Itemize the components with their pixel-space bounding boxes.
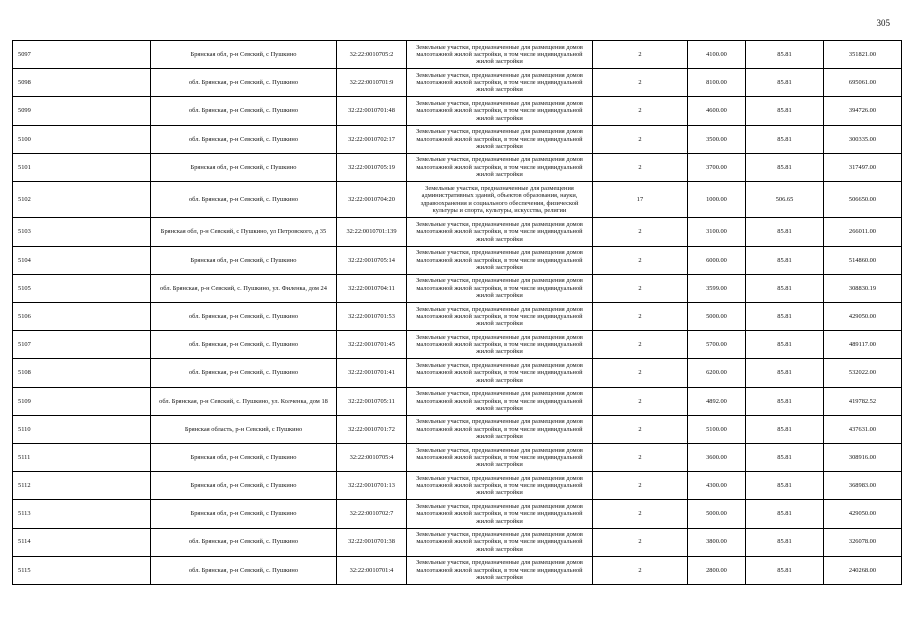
table-row	[13, 528, 902, 556]
cell-area: 4892.00	[688, 387, 746, 415]
cell-address: обл. Брянская, р-н Севский, с. Пушкино	[151, 69, 337, 97]
cell-address: Брянская обл, р-н Севский, с Пушкино	[151, 472, 337, 500]
table-row	[13, 331, 902, 359]
cell-group: 2	[593, 359, 688, 387]
cell-cadastral-number: 32:22:0010701:48	[337, 97, 407, 125]
cell-cadastral-number: 32:22:0010704:20	[337, 181, 407, 218]
cell-cadastral-value: 437631.00	[824, 415, 902, 443]
cell-cadastral-value: 351821.00	[824, 41, 902, 69]
cell-area: 2800.00	[688, 556, 746, 584]
cell-number: 5115	[13, 556, 151, 584]
cell-cadastral-number: 32:22:0010701:38	[337, 528, 407, 556]
cell-number: 5097	[13, 41, 151, 69]
cell-cadastral-value: 695061.00	[824, 69, 902, 97]
cell-group: 17	[593, 181, 688, 218]
cell-area: 5700.00	[688, 331, 746, 359]
cell-area: 3800.00	[688, 528, 746, 556]
cell-group: 2	[593, 69, 688, 97]
cell-number: 5114	[13, 528, 151, 556]
cell-land-purpose: Земельные участки, предназначенные для размещения домов малоэтажной жилой застройки, в том числе индивидуальной жилой застройки	[407, 274, 593, 302]
cell-specific-value: 85.81	[746, 331, 824, 359]
table-row	[13, 218, 902, 246]
cell-address: Брянская обл, р-н Севский, с Пушкино	[151, 153, 337, 181]
cell-land-purpose: Земельные участки, предназначенные для размещения домов малоэтажной жилой застройки, в том числе индивидуальной жилой застройки	[407, 41, 593, 69]
cell-address: Брянская обл, р-н Севский, с Пушкино, ул Петровского, д 35	[151, 218, 337, 246]
cell-number: 5112	[13, 472, 151, 500]
cell-group: 2	[593, 556, 688, 584]
cell-specific-value: 85.81	[746, 69, 824, 97]
cell-area: 8100.00	[688, 69, 746, 97]
cell-number: 5111	[13, 443, 151, 471]
cell-land-purpose: Земельные участки, предназначенные для размещения домов малоэтажной жилой застройки, в том числе индивидуальной жилой застройки	[407, 125, 593, 153]
cell-group: 2	[593, 153, 688, 181]
cell-number: 5101	[13, 153, 151, 181]
cell-cadastral-number: 32:22:0010704:11	[337, 274, 407, 302]
cell-number: 5110	[13, 415, 151, 443]
cell-cadastral-number: 32:22:0010701:72	[337, 415, 407, 443]
cell-land-purpose: Земельные участки, предназначенные для размещения домов малоэтажной жилой застройки, в том числе индивидуальной жилой застройки	[407, 97, 593, 125]
cell-land-purpose: Земельные участки, предназначенные для размещения домов малоэтажной жилой застройки, в том числе индивидуальной жилой застройки	[407, 415, 593, 443]
cell-cadastral-value: 300335.00	[824, 125, 902, 153]
cell-group: 2	[593, 387, 688, 415]
cell-cadastral-number: 32:22:0010705:2	[337, 41, 407, 69]
cell-land-purpose: Земельные участки, предназначенные для размещения домов малоэтажной жилой застройки, в том числе индивидуальной жилой застройки	[407, 500, 593, 528]
table-row	[13, 153, 902, 181]
cell-number: 5104	[13, 246, 151, 274]
cell-group: 2	[593, 331, 688, 359]
cell-area: 4600.00	[688, 97, 746, 125]
cell-cadastral-value: 419782.52	[824, 387, 902, 415]
cell-group: 2	[593, 274, 688, 302]
cell-land-purpose: Земельные участки, предназначенные для размещения домов малоэтажной жилой застройки, в том числе индивидуальной жилой застройки	[407, 331, 593, 359]
cell-address: обл. Брянская, р-н Севский, с. Пушкино	[151, 556, 337, 584]
cell-specific-value: 85.81	[746, 303, 824, 331]
cell-land-purpose: Земельные участки, предназначенные для размещения домов малоэтажной жилой застройки, в том числе индивидуальной жилой застройки	[407, 359, 593, 387]
cell-cadastral-number: 32:22:0010701:9	[337, 69, 407, 97]
cell-number: 5109	[13, 387, 151, 415]
cell-specific-value: 85.81	[746, 246, 824, 274]
cell-cadastral-number: 32:22:0010701:53	[337, 303, 407, 331]
cell-specific-value: 85.81	[746, 359, 824, 387]
cell-area: 5000.00	[688, 303, 746, 331]
cell-number: 5100	[13, 125, 151, 153]
cell-cadastral-number: 32:22:0010702:17	[337, 125, 407, 153]
cell-specific-value: 85.81	[746, 415, 824, 443]
cell-cadastral-number: 32:22:0010702:7	[337, 500, 407, 528]
cell-group: 2	[593, 303, 688, 331]
cell-specific-value: 85.81	[746, 153, 824, 181]
cell-cadastral-value: 317497.00	[824, 153, 902, 181]
cell-number: 5105	[13, 274, 151, 302]
cell-number: 5107	[13, 331, 151, 359]
cell-address: обл. Брянская, р-н Севский, с. Пушкино	[151, 359, 337, 387]
cell-area: 3100.00	[688, 218, 746, 246]
cell-group: 2	[593, 218, 688, 246]
cell-cadastral-number: 32:22:0010701:45	[337, 331, 407, 359]
cell-land-purpose: Земельные участки, предназначенные для размещения домов малоэтажной жилой застройки, в том числе индивидуальной жилой застройки	[407, 556, 593, 584]
cell-address: Брянская обл, р-н Севский, с Пушкино	[151, 500, 337, 528]
cell-cadastral-value: 368983.00	[824, 472, 902, 500]
cell-number: 5108	[13, 359, 151, 387]
table-row	[13, 500, 902, 528]
cell-number: 5098	[13, 69, 151, 97]
cell-area: 3600.00	[688, 443, 746, 471]
cell-number: 5102	[13, 181, 151, 218]
cell-address: Брянская обл, р-н Севский, с Пушкино	[151, 246, 337, 274]
cell-group: 2	[593, 443, 688, 471]
table-row	[13, 303, 902, 331]
cell-group: 2	[593, 528, 688, 556]
table-row	[13, 181, 902, 218]
table-row	[13, 69, 902, 97]
cell-area: 4300.00	[688, 472, 746, 500]
cell-number: 5106	[13, 303, 151, 331]
cell-land-purpose: Земельные участки, предназначенные для размещения домов малоэтажной жилой застройки, в том числе индивидуальной жилой застройки	[407, 303, 593, 331]
cell-specific-value: 85.81	[746, 556, 824, 584]
table-row	[13, 125, 902, 153]
cell-cadastral-value: 489117.00	[824, 331, 902, 359]
cell-specific-value: 85.81	[746, 41, 824, 69]
cell-address: обл. Брянская, р-н Севский, с. Пушкино	[151, 303, 337, 331]
cell-address: Брянская обл, р-н Севский, с Пушкино	[151, 41, 337, 69]
cell-address: Брянская область, р-н Севский, с Пушкино	[151, 415, 337, 443]
cell-group: 2	[593, 472, 688, 500]
cell-cadastral-value: 326078.00	[824, 528, 902, 556]
cell-area: 3500.00	[688, 125, 746, 153]
cell-specific-value: 85.81	[746, 528, 824, 556]
cell-area: 6000.00	[688, 246, 746, 274]
cell-area: 5000.00	[688, 500, 746, 528]
cell-specific-value: 85.81	[746, 97, 824, 125]
table-row	[13, 274, 902, 302]
cell-cadastral-value: 266011.00	[824, 218, 902, 246]
cell-specific-value: 85.81	[746, 274, 824, 302]
table-row	[13, 97, 902, 125]
table-body	[13, 41, 902, 585]
cell-group: 2	[593, 500, 688, 528]
cell-land-purpose: Земельные участки, предназначенные для размещения домов малоэтажной жилой застройки, в том числе индивидуальной жилой застройки	[407, 387, 593, 415]
cell-address: обл. Брянская, р-н Севский, с. Пушкино	[151, 528, 337, 556]
cell-area: 4100.00	[688, 41, 746, 69]
cell-cadastral-number: 32:22:0010701:13	[337, 472, 407, 500]
cell-specific-value: 85.81	[746, 443, 824, 471]
table-row	[13, 415, 902, 443]
cell-cadastral-number: 32:22:0010705:4	[337, 443, 407, 471]
cell-specific-value: 85.81	[746, 472, 824, 500]
cell-cadastral-value: 308830.19	[824, 274, 902, 302]
table-row	[13, 41, 902, 69]
table-row	[13, 387, 902, 415]
cell-number: 5099	[13, 97, 151, 125]
cell-specific-value: 85.81	[746, 387, 824, 415]
cell-number: 5113	[13, 500, 151, 528]
table-row	[13, 472, 902, 500]
cell-address: обл. Брянская, р-н Севский, с. Пушкино	[151, 125, 337, 153]
cell-area: 3599.00	[688, 274, 746, 302]
cell-group: 2	[593, 97, 688, 125]
cell-cadastral-value: 506650.00	[824, 181, 902, 218]
cell-cadastral-number: 32:22:0010701:41	[337, 359, 407, 387]
land-valuation-table	[12, 40, 902, 585]
cell-cadastral-number: 32:22:0010705:11	[337, 387, 407, 415]
cell-area: 3700.00	[688, 153, 746, 181]
table-row	[13, 246, 902, 274]
cell-cadastral-number: 32:22:0010701:4	[337, 556, 407, 584]
cell-land-purpose: Земельные участки, предназначенные для размещения домов малоэтажной жилой застройки, в том числе индивидуальной жилой застройки	[407, 153, 593, 181]
cell-land-purpose: Земельные участки, предназначенные для размещения домов малоэтажной жилой застройки, в том числе индивидуальной жилой застройки	[407, 443, 593, 471]
cell-cadastral-number: 32:22:0010701:139	[337, 218, 407, 246]
cell-number: 5103	[13, 218, 151, 246]
cell-group: 2	[593, 246, 688, 274]
cell-land-purpose: Земельные участки, предназначенные для размещения административных зданий, объектов образования, науки, здравоохранения и социального обеспечения, физической культуры и спорта, культуры, искусства, религии	[407, 181, 593, 218]
cell-area: 6200.00	[688, 359, 746, 387]
cell-address: обл. Брянская, р-н Севский, с. Пушкино, ул. Колченка, дом 18	[151, 387, 337, 415]
cell-specific-value: 85.81	[746, 500, 824, 528]
cell-land-purpose: Земельные участки, предназначенные для размещения домов малоэтажной жилой застройки, в том числе индивидуальной жилой застройки	[407, 69, 593, 97]
cell-cadastral-value: 240268.00	[824, 556, 902, 584]
cell-address: обл. Брянская, р-н Севский, с. Пушкино	[151, 181, 337, 218]
cell-address: обл. Брянская, р-н Севский, с. Пушкино	[151, 97, 337, 125]
cell-land-purpose: Земельные участки, предназначенные для размещения домов малоэтажной жилой застройки, в том числе индивидуальной жилой застройки	[407, 218, 593, 246]
cell-land-purpose: Земельные участки, предназначенные для размещения домов малоэтажной жилой застройки, в том числе индивидуальной жилой застройки	[407, 246, 593, 274]
table-row	[13, 556, 902, 584]
cell-specific-value: 85.81	[746, 125, 824, 153]
cell-cadastral-value: 308916.00	[824, 443, 902, 471]
table-row	[13, 359, 902, 387]
cell-group: 2	[593, 41, 688, 69]
page-number: 305	[876, 18, 890, 28]
cell-specific-value: 85.81	[746, 218, 824, 246]
cell-area: 1000.00	[688, 181, 746, 218]
cell-cadastral-number: 32:22:0010705:14	[337, 246, 407, 274]
cell-land-purpose: Земельные участки, предназначенные для размещения домов малоэтажной жилой застройки, в том числе индивидуальной жилой застройки	[407, 528, 593, 556]
cell-address: обл. Брянская, р-н Севский, с. Пушкино	[151, 331, 337, 359]
cell-address: обл. Брянская, р-н Севский, с. Пушкино, ул. Филенка, дом 24	[151, 274, 337, 302]
cell-group: 2	[593, 125, 688, 153]
cell-cadastral-number: 32:22:0010705:19	[337, 153, 407, 181]
cell-cadastral-value: 429050.00	[824, 303, 902, 331]
cell-address: Брянская обл, р-н Севский, с Пушкино	[151, 443, 337, 471]
cell-specific-value: 506.65	[746, 181, 824, 218]
cell-cadastral-value: 429050.00	[824, 500, 902, 528]
cell-cadastral-value: 532022.00	[824, 359, 902, 387]
cell-cadastral-value: 394726.00	[824, 97, 902, 125]
cell-cadastral-value: 514860.00	[824, 246, 902, 274]
table-row	[13, 443, 902, 471]
cell-group: 2	[593, 415, 688, 443]
cell-land-purpose: Земельные участки, предназначенные для размещения домов малоэтажной жилой застройки, в том числе индивидуальной жилой застройки	[407, 472, 593, 500]
cell-area: 5100.00	[688, 415, 746, 443]
